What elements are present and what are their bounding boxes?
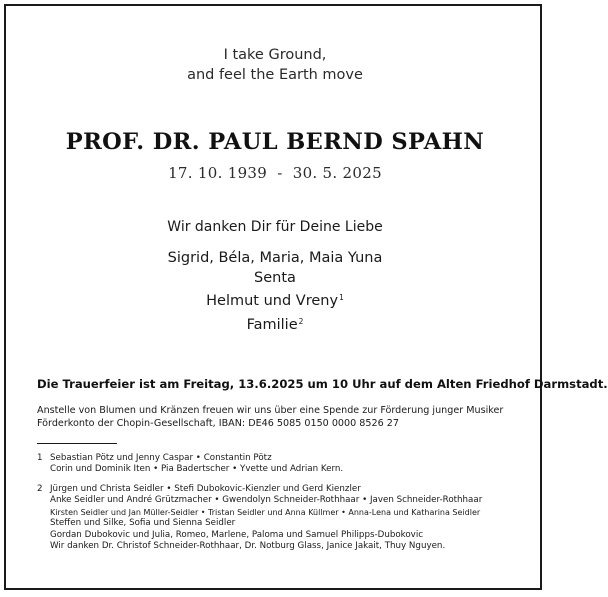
deceased-name: PROF. DR. PAUL BERND SPAHN [65, 129, 485, 155]
footnote-2-line: Jürgen und Christa Seidler • Stefi Dubokovic-Kienzler und Gerd Kienzler [50, 484, 361, 494]
family-line-4 [0, 312, 550, 336]
footnote-marker-1: 1 [339, 293, 344, 302]
footnote-marker-2: 2 [298, 316, 304, 326]
donation-line-2: Förderkonto der Chopin-Gesellschaft, IBAN: DE46 5085 0150 0000 8526 27 [37, 418, 399, 429]
family-line-1: Sigrid, Béla, Maria, Maia Yuna [167, 250, 383, 266]
footnote-2-number: 2 [37, 484, 43, 494]
footnote-2-line: Steffen und Silke, Sofia und Sienna Seidler [50, 518, 236, 529]
quote-line-2: and feel the Earth move [187, 67, 363, 83]
quote [0, 45, 550, 85]
footnote-2-line: Wir danken Dr. Christof Schneider-Rothhaar, Dr. Notburg Glass, Janice Jakait, Thuy Nguyen. [50, 541, 446, 552]
deceased-dates: 17. 10. 1939 - 30. 5. 2025 [168, 164, 382, 182]
footnote-2-line: Gordan Dubokovic und Julia, Romeo, Marlene, Paloma und Samuel Philipps-Dubokovic [50, 529, 424, 540]
donation-info [37, 404, 503, 430]
quote-line-1: I take Ground, [223, 47, 327, 63]
family-list [0, 249, 550, 335]
footnote-1-line: Sebastian Pötz und Jenny Caspar • Constantin Pötz [50, 453, 272, 463]
thanks-line: Wir danken Dir für Deine Liebe [167, 219, 383, 235]
family-line-4-text: Familie [246, 316, 298, 333]
family-line-3 [0, 288, 550, 312]
funeral-info: Die Trauerfeier ist am Freitag, 13.6.2025 um 10 Uhr auf dem Alten Friedhof Darmstadt. [37, 377, 608, 391]
family-line-2: Senta [254, 269, 296, 286]
footnote-2-line: Anke Seidler und André Grützmacher • Gwendolyn Schneider-Rothhaar • Javen Schneider-Rothhaar [50, 495, 483, 506]
footnote-1-number: 1 [37, 453, 43, 463]
footnote-divider [37, 443, 117, 444]
footnote-2-line: Kirsten Seidler und Jan Müller-Seidler • Tristan Seidler und Anna Küllmer • Anna-Lena und Katharina Seidler [50, 507, 481, 517]
footnote-1-line: Corin und Dominik Iten • Pia Badertscher • Yvette und Adrian Kern. [50, 464, 344, 475]
family-line-3-text: Helmut und Vreny [206, 293, 339, 309]
donation-line-1: Anstelle von Blumen und Kränzen freuen wir uns über eine Spende zur Förderung junger Musiker [37, 405, 504, 416]
